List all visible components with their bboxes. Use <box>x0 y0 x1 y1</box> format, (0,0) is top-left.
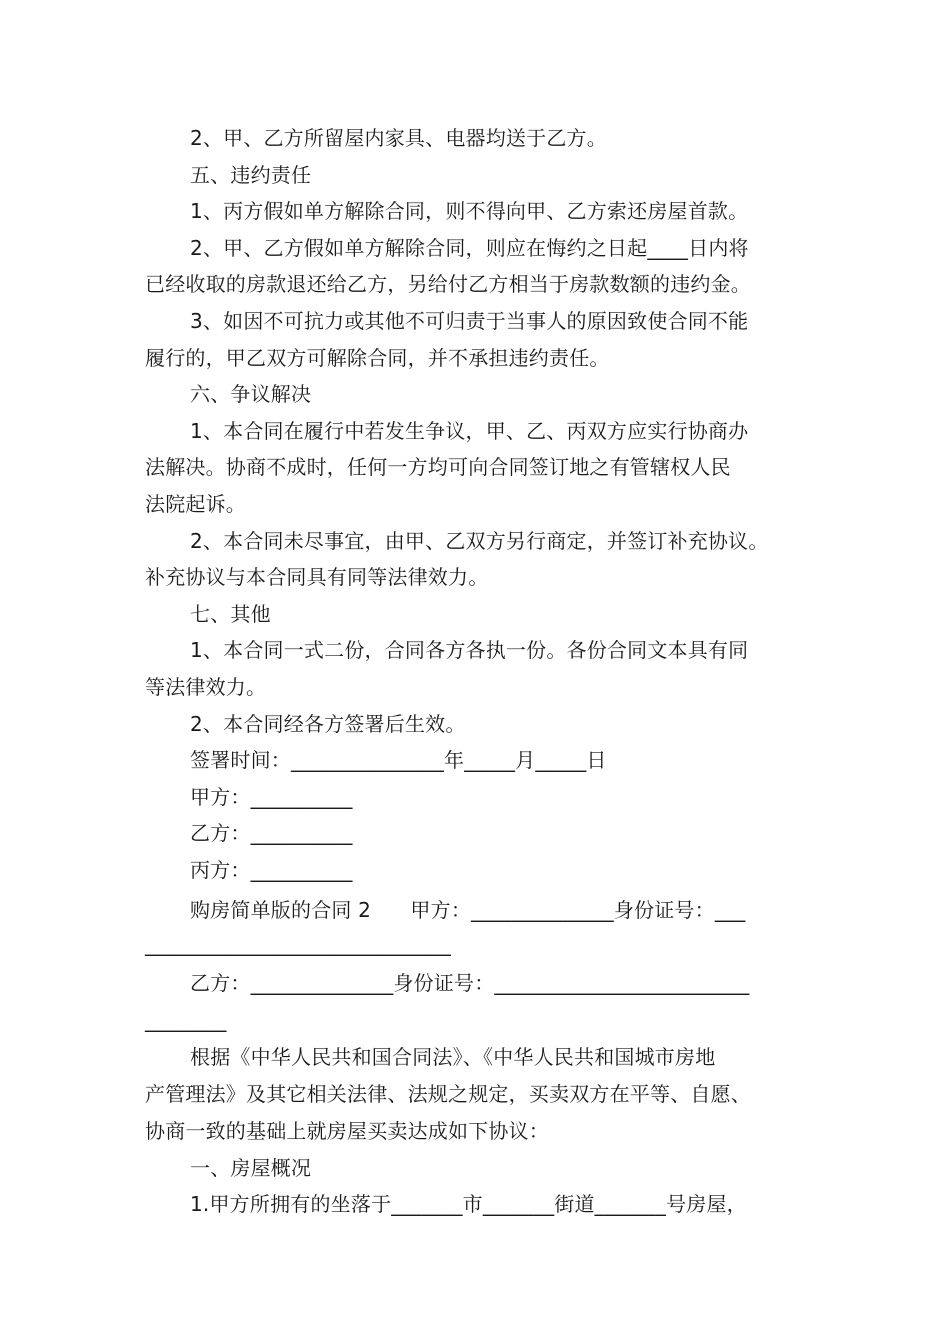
party-b-signature-line: 乙方：__________ <box>190 821 353 845</box>
clause-line: 1、本合同一式二份，合同各方各执一份。各份合同文本具有同 <box>190 638 749 662</box>
preamble-line: 产管理法》及其它相关法律、法规之规定，买卖双方在平等、自愿、 <box>145 1082 751 1106</box>
contract-2-header-line: 购房简单版的合同 2 甲方：______________身份证号：___ <box>190 898 746 922</box>
clause-line: 法院起诉。 <box>145 492 246 516</box>
clause-line: 2、甲、乙方假如单方解除合同，则应在悔约之日起____日内将 <box>190 236 749 260</box>
section-heading: 一、房屋概况 <box>190 1156 312 1180</box>
clause-line: 1.甲方所拥有的坐落于_______市_______街道_______号房屋， <box>190 1192 747 1216</box>
clause-line: 等法律效力。 <box>145 675 267 699</box>
clause-line: 2、本合同经各方签署后生效。 <box>190 712 466 736</box>
section-heading: 六、争议解决 <box>190 382 312 406</box>
section-heading: 七、其他 <box>190 602 271 626</box>
clause-line: 3、如因不可抗力或其他不可归责于当事人的原因致使合同不能 <box>190 309 749 333</box>
clause-line: 2、本合同未尽事宜，由甲、乙双方另行商定，并签订补充协议。 <box>190 529 769 553</box>
clause-line: 2、甲、乙方所留屋内家具、电器均送于乙方。 <box>190 126 607 150</box>
party-b-id-line: 乙方：______________身份证号：_________________________ <box>190 971 750 995</box>
clause-line: 1、本合同在履行中若发生争议，甲、乙、丙双方应实行协商办 <box>190 419 749 443</box>
clause-line: 履行的，甲乙双方可解除合同，并不承担违约责任。 <box>145 346 610 370</box>
preamble-line: 根据《中华人民共和国合同法》、《中华人民共和国城市房地 <box>190 1045 716 1069</box>
clause-line: 1、丙方假如单方解除合同，则不得向甲、乙方索还房屋首款。 <box>190 199 749 223</box>
clause-line: 补充协议与本合同具有同等法律效力。 <box>145 565 489 589</box>
signing-date-line: 签署时间：_______________年_____月_____日 <box>190 748 607 772</box>
id-blank-line: ________ <box>145 1008 227 1032</box>
clause-line: 法解决。协商不成时，任何一方均可向合同签订地之有管辖权人民 <box>145 455 731 479</box>
section-heading: 五、违约责任 <box>190 163 312 187</box>
party-c-signature-line: 丙方：__________ <box>190 858 353 882</box>
preamble-line: 协商一致的基础上就房屋买卖达成如下协议： <box>145 1119 549 1143</box>
party-a-signature-line: 甲方：__________ <box>190 785 353 809</box>
id-blank-line: ______________________________ <box>145 932 451 956</box>
clause-line: 已经收取的房款退还给乙方，另给付乙方相当于房款数额的违约金。 <box>145 272 751 296</box>
